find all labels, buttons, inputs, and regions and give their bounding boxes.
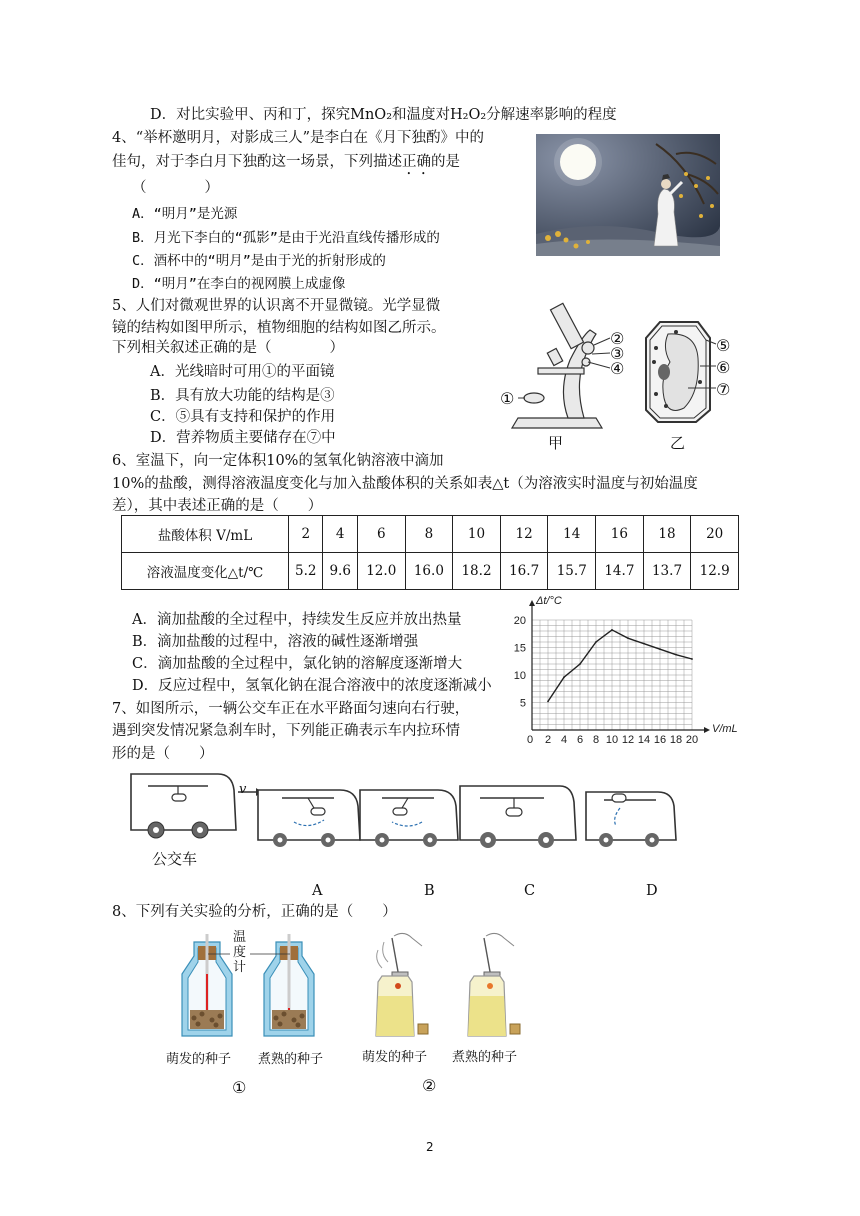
microscope-label-1: ① bbox=[500, 389, 515, 408]
q6-stem-2: 10%的盐酸，测得溶液温度变化与加入盐酸体积的关系如表△t（为溶液实时温度与初始温度 bbox=[112, 476, 698, 492]
candle-flame bbox=[395, 983, 401, 989]
chart-y-axis-label: Δt/°C bbox=[536, 595, 562, 607]
table-cell: 14.7 bbox=[596, 553, 644, 590]
jar-candle-figure bbox=[364, 932, 534, 1044]
chart-x-tick-label: 6 bbox=[576, 734, 584, 746]
q6-option-c: C．滴加盐酸的全过程中，氯化钠的溶解度逐渐增大 bbox=[132, 656, 463, 672]
chart-x-tick-label: 14 bbox=[637, 734, 651, 746]
table-cell: 12.0 bbox=[357, 553, 405, 590]
q6-stem-1: 6、室温下，向一定体积10%的氢氧化钠溶液中滴加 bbox=[112, 453, 444, 469]
table-cell: 18 bbox=[643, 516, 691, 553]
figure-2-label: ② bbox=[422, 1076, 437, 1095]
q7-stem-2: 遇到突发情况紧急刹车时，下列能正确表示车内拉环情 bbox=[112, 723, 460, 739]
jar-sprouted bbox=[376, 933, 428, 1036]
eyepiece-tube bbox=[550, 303, 583, 348]
cooked-seeds-label-1: 煮熟的种子 bbox=[258, 1052, 324, 1067]
q4-stem-2c: 的是 bbox=[431, 154, 460, 170]
chart-point bbox=[595, 641, 597, 643]
thermos-sprouted bbox=[182, 934, 232, 1036]
q5-stem-2: 镜的结构如图甲所示，植物细胞的结构如图乙所示。 bbox=[112, 320, 446, 336]
chart-point bbox=[659, 648, 661, 650]
chart-x-tick-label: 10 bbox=[605, 734, 619, 746]
jar-cooked bbox=[468, 933, 520, 1036]
thermos-flask-figure bbox=[178, 934, 328, 1042]
chart-grid bbox=[532, 620, 692, 730]
q4-option-b: B．月光下李白的“孤影”是由于光沿直线传播形成的 bbox=[132, 230, 440, 246]
chart-x-tick-label: 4 bbox=[560, 734, 568, 746]
table-cell: 5.2 bbox=[289, 553, 323, 590]
q4-stem-2 bbox=[112, 152, 460, 178]
table-cell: 18.2 bbox=[453, 553, 501, 590]
nucleus bbox=[658, 364, 670, 380]
chart-y-tick-label: 10 bbox=[513, 670, 526, 682]
chart-x-tick-label: 20 bbox=[685, 734, 699, 746]
plant-cell-figure bbox=[640, 318, 716, 426]
candle-flame bbox=[487, 983, 493, 989]
chart-point bbox=[579, 663, 581, 665]
table-cell: 6 bbox=[357, 516, 405, 553]
chart-x-arrow bbox=[704, 727, 710, 733]
cell-caption-yi: 乙 bbox=[670, 434, 686, 452]
table-row-volume bbox=[122, 516, 739, 553]
hand-ring bbox=[172, 794, 186, 801]
q5-option-a: A．光线暗时可用①的平面镜 bbox=[150, 364, 335, 380]
table-cell: 9.6 bbox=[323, 553, 357, 590]
choice-b-label: B bbox=[424, 883, 435, 899]
table-cell: 16 bbox=[596, 516, 644, 553]
thermometer-label-char: 计 bbox=[233, 960, 247, 975]
microscope-caption-jia: 甲 bbox=[548, 434, 564, 452]
chart-x-axis-label: V/mL bbox=[712, 723, 738, 735]
mirror bbox=[524, 393, 544, 403]
chart-y-tick-label: 20 bbox=[513, 615, 526, 627]
q4-stem-1: 4、“举杯邀明月，对影成三人”是李白在《月下独酌》中的 bbox=[112, 130, 485, 146]
q7-stem-1: 7、如图所示，一辆公交车正在水平路面匀速向右行驶， bbox=[112, 701, 470, 717]
table-cell: 4 bbox=[323, 516, 357, 553]
bus-option-a bbox=[258, 790, 360, 847]
moon-poet-illustration bbox=[536, 134, 720, 256]
temperature-chart bbox=[508, 592, 738, 746]
chart-point bbox=[563, 676, 565, 678]
q6-option-b: B．滴加盐酸的过程中，溶液的碱性逐渐增强 bbox=[132, 634, 419, 650]
velocity-label: v bbox=[239, 782, 247, 797]
q5-option-b: B．具有放大功能的结构是③ bbox=[150, 388, 335, 404]
thermometer-label-char: 温 bbox=[233, 930, 247, 945]
q6-option-a: A．滴加盐酸的全过程中，持续发生反应并放出热量 bbox=[132, 612, 462, 628]
table-cell: 16.7 bbox=[500, 553, 548, 590]
chart-point bbox=[643, 643, 645, 645]
sprouted-seeds-label-2: 萌发的种子 bbox=[362, 1050, 428, 1065]
table-cell: 8 bbox=[405, 516, 453, 553]
table-cell: 15.7 bbox=[548, 553, 596, 590]
chart-point bbox=[691, 658, 693, 660]
chart-y-tick-label: 15 bbox=[513, 642, 526, 655]
table-cell: 12 bbox=[500, 516, 548, 553]
bus-option-b bbox=[360, 790, 458, 847]
microscope-label-4: ④ bbox=[610, 359, 625, 378]
choice-c-label: C bbox=[524, 883, 536, 899]
cell-label-6: ⑥ bbox=[716, 358, 731, 377]
cooked-seeds-label-2: 煮熟的种子 bbox=[452, 1050, 518, 1065]
microscope-base bbox=[512, 418, 602, 428]
thermometer-label bbox=[233, 930, 246, 975]
cell-label-7: ⑦ bbox=[716, 380, 731, 399]
table-cell: 14 bbox=[548, 516, 596, 553]
chart-x-tick-label: 12 bbox=[621, 734, 635, 746]
chart-x-tick-label: 8 bbox=[592, 734, 600, 746]
bus-option-d bbox=[586, 792, 676, 847]
table-header-volume: 盐酸体积 V/mL bbox=[122, 516, 289, 553]
sprouted-seeds-label-1: 萌发的种子 bbox=[166, 1052, 232, 1067]
q5-stem-1: 5、人们对微观世界的认识离不开显微镜。光学显微 bbox=[112, 298, 441, 314]
bus-figures bbox=[128, 770, 688, 854]
microscope-label-2: ② bbox=[610, 329, 625, 348]
table-header-temperature: 溶液温度变化△t/℃ bbox=[122, 553, 289, 590]
chart-point bbox=[675, 654, 677, 656]
q6-data-table bbox=[121, 515, 739, 590]
q5-option-c: C．⑤具有支持和保护的作用 bbox=[150, 409, 336, 425]
bus-original bbox=[131, 774, 236, 838]
q7-stem-3: 形的是（ ） bbox=[112, 746, 214, 762]
thermos-cooked bbox=[264, 934, 314, 1036]
table-cell: 10 bbox=[453, 516, 501, 553]
page-number: 2 bbox=[426, 1140, 434, 1154]
chart-x-tick-label: 16 bbox=[653, 734, 667, 746]
choice-d-label: D bbox=[646, 883, 658, 899]
q4-option-d: D．“明月”在李白的视网膜上成虚像 bbox=[132, 276, 346, 292]
chart-y-tick-label: 5 bbox=[519, 697, 526, 710]
q4-stem-2a: 佳句，对于李白月下独酌这一场景，下列描述 bbox=[112, 154, 402, 170]
table-cell: 20 bbox=[691, 516, 739, 553]
q4-answer-blank: （ ） bbox=[132, 180, 219, 196]
figure-1-label: ① bbox=[232, 1078, 247, 1097]
chart-point bbox=[611, 629, 613, 631]
q5-stem-3: 下列相关叙述正确的是（ ） bbox=[112, 340, 344, 356]
table-cell: 13.7 bbox=[643, 553, 691, 590]
q4-stem-emphasis: 正确 bbox=[402, 154, 431, 170]
stage bbox=[538, 368, 584, 374]
q4-option-a: A．“明月”是光源 bbox=[132, 206, 238, 222]
thermometer-label-char: 度 bbox=[233, 945, 247, 960]
q3-option-d: D．对比实验甲、丙和丁，探究MnO₂和温度对H₂O₂分解速率影响的程度 bbox=[150, 107, 617, 123]
microscope-label-3: ③ bbox=[610, 344, 625, 363]
q8-stem: 8、下列有关实验的分析，正确的是（ ） bbox=[112, 904, 397, 920]
chart-y-arrow bbox=[529, 600, 535, 606]
chart-point bbox=[627, 637, 629, 639]
table-cell: 16.0 bbox=[405, 553, 453, 590]
bus-label: 公交车 bbox=[152, 850, 198, 868]
chart-x-origin-label: 0 bbox=[526, 734, 534, 746]
q5-option-d: D．营养物质主要储存在⑦中 bbox=[150, 430, 336, 446]
chart-x-tick-label: 2 bbox=[544, 734, 552, 746]
chart-point bbox=[547, 701, 549, 703]
chart-x-tick-label: 18 bbox=[669, 734, 683, 746]
table-cell: 2 bbox=[289, 516, 323, 553]
bus-option-c bbox=[460, 786, 576, 848]
q6-stem-3: 差），其中表述正确的是（ ） bbox=[112, 498, 323, 514]
q6-option-d: D．反应过程中，氢氧化钠在混合溶液中的浓度逐渐减小 bbox=[132, 678, 492, 694]
table-cell: 12.9 bbox=[691, 553, 739, 590]
choice-a-label: A bbox=[312, 883, 323, 899]
table-row-temperature bbox=[122, 553, 739, 590]
cell-label-5: ⑤ bbox=[716, 336, 731, 355]
q4-option-c: C．酒杯中的“明月”是由于光的折射形成的 bbox=[132, 253, 386, 269]
